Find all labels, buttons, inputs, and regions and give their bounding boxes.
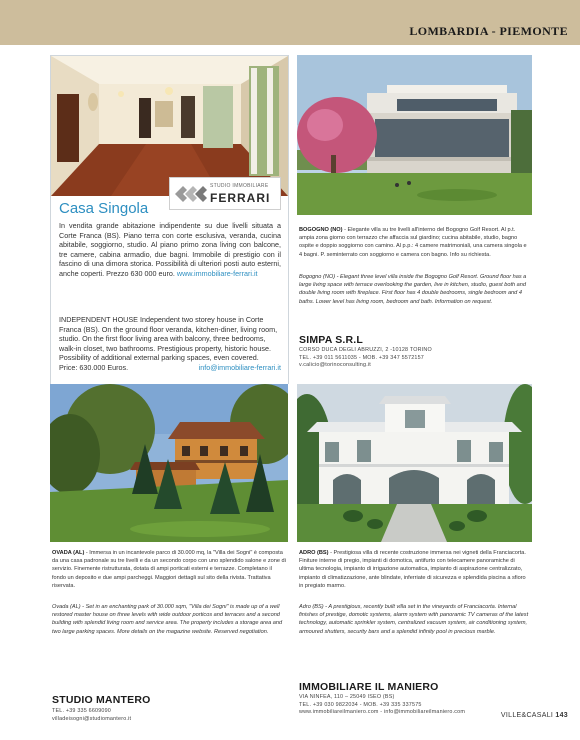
english-heading: INDEPENDENT HOUSE — [59, 315, 138, 324]
listing-photo-modern-villa — [297, 55, 532, 215]
agency-web[interactable]: www.immobiliareilmaniero.com - info@immobiliareilmaniero.com — [299, 709, 466, 716]
listing-text-english — [59, 315, 281, 373]
badge-name: FERRARI — [210, 191, 271, 205]
listing-card-corte-franca[interactable] — [50, 55, 289, 385]
agency-phone: TEL. +39 011 5611035 - MOB. +39 347 5572157 — [299, 354, 424, 361]
agency-phone: TEL. +39 335 6609090 — [52, 708, 112, 714]
agency-contact — [299, 347, 531, 370]
listing-text-italian — [299, 549, 531, 590]
listing-text-english: Ovada (AL) - Set in an enchanting park of 30.000 sqm, "Villa dei Sogni" is made up of a well restored master house on three levels with wide outdoor porticos and terraces and a second building with splendid living room and service area. The property includes a storage area and two large parking spaces. More details on the magazine website. Reserved negotiation. — [52, 604, 283, 635]
location-label: ADRO (BS) — [299, 550, 329, 556]
agency-contact — [52, 708, 286, 723]
agency-address: VIA NINFEA, 110 – 25049 ISEO (BS) — [299, 694, 395, 700]
agency-name: STUDIO MANTERO — [52, 694, 151, 706]
listing-text-italian — [52, 549, 286, 590]
website-link[interactable]: www.immobiliare-ferrari.it — [176, 268, 258, 278]
page-footer — [501, 712, 568, 719]
listing-text-italian — [59, 221, 281, 279]
english-body: Independent two storey house in Corte Franca (BS). On the ground floor veranda, kitchen-diner, living room, studio. On the first floor living area with balcony, three bedrooms, walk-in closet, two bathrooms. Prestigious property, historic house. Possibility of additional external parking spaces, even covered. — [59, 315, 278, 363]
italian-body: - Elegante villa su tre livelli all'interno del Bogogno Golf Resort. Al p.t. ampia zona giorno con terrazzo che affaccia sul giardino; cucina abitabile, studio, bagno ospite e doppio soggiorno con camino. Al p.p.: 4 camere matrimoniali, una camera singola e 4 bagni. P. seminterrato con soggiorno e camera con bagno. Info su richiesta. — [299, 227, 527, 258]
agency-phone: TEL. +39 030 9822034 - MOB. +39 335 337575 — [299, 701, 422, 708]
listing-card-bogogno[interactable] — [297, 55, 532, 380]
italian-body: - Prestigiosa villa di recente costruzione immersa nei vigneti della Franciacorta. Finiture interne di pregio, impianti di domotica, antifurto con telecamere panoramiche di ultima tecnologia, impianto di irrigazione automatica, impianto di aspirazione centralizzato, impianto di climatizzazione, ante blindate, inferriate di sicurezza e splendida piscina a sfioro in pregiato marmo. — [299, 550, 526, 589]
agency-address: CORSO DUCA DEGLI ABRUZZI, 2 -10128 TORINO — [299, 347, 432, 353]
listing-title: Casa Singola — [59, 200, 149, 217]
listing-text-italian — [299, 226, 531, 259]
listing-text-english: Bogogno (NO) - Elegant three level villa inside the Bogogno Golf Resort. Ground floor has a large living space with terrace overlooking the garden, live in kitchen, studio, guest both and double living room with fireplace. First floor has 4 double bedrooms, single bedroom and 4 baths. Lower level has living room, bedroom and bath. Information on request. — [299, 274, 527, 305]
agency-email[interactable]: villadeisogni@studiomantero.it — [52, 715, 132, 722]
listing-photo-country-villa — [50, 384, 288, 542]
ferrari-logo-mark — [173, 183, 209, 205]
listing-card-ovada[interactable] — [50, 384, 289, 724]
italian-body: In vendita grande abitazione indipendente su due livelli situata a Corte Franca (BS). Piano terra con corte esclusiva, veranda, cucina abitabile, soggiorno, studio. Al piano primo zona living con balcone, tre camere, cabina armadio, due bagni. Immobile di prestigio con il fascino di una dimora storica. Possibilità di ulteriori posti auto esterni, anche coperti. Prezzo 630 000 euro. — [59, 221, 281, 278]
listing-photo-interior — [51, 56, 288, 196]
agency-contact — [299, 694, 531, 717]
location-label: BOGOGNO (NO) — [299, 227, 343, 233]
badge-subtitle: STUDIO IMMOBILIARE — [210, 183, 269, 189]
listing-photo-white-villa — [297, 384, 532, 542]
magazine-name: VILLE&CASALI — [500, 712, 554, 719]
italian-body: - Immersa in un incantevole parco di 30.000 mq, la "Villa dei Sogni" è composta da una casa padronale su tre livelli e da un secondo corpo con uno splendido salone e zone di servizio. Finemente ristrutturata, dotata di ampi porticati esterni e terrazze. Completano il fondo un deposito e due ampi parcheggi. Maggiori dettagli sul sito della rivista. Trattativa riservata. — [52, 550, 286, 589]
email-link[interactable]: info@immobiliare-ferrari.it — [198, 362, 281, 372]
agency-logo-ferrari — [169, 177, 281, 210]
listing-text-english: Adro (BS) - A prestigious, recently built villa set in the vineyards of Franciacorta. Internal finishes of prestige, domotic systems, alarm system with panoramic TV cameras of the latest technology, automatic sprinkler system, centralized vacuum system, air conditioning system, armoured shutters, security bars and a splendid infinity pool in precious marble. — [299, 604, 529, 635]
agency-name: IMMOBILIARE IL MANIERO — [299, 681, 439, 693]
page-number: 143 — [555, 712, 568, 719]
agency-name: SIMPA S.R.L — [299, 334, 364, 346]
section-title: LOMBARDIA - PIEMONTE — [409, 24, 568, 38]
agency-email[interactable]: v.calicio@torinoconsulting.it — [299, 362, 371, 369]
price-text: Price: 630.000 Euros. — [59, 362, 129, 372]
location-label: OVADA (AL) — [52, 550, 85, 556]
listing-card-adro[interactable] — [297, 384, 532, 724]
